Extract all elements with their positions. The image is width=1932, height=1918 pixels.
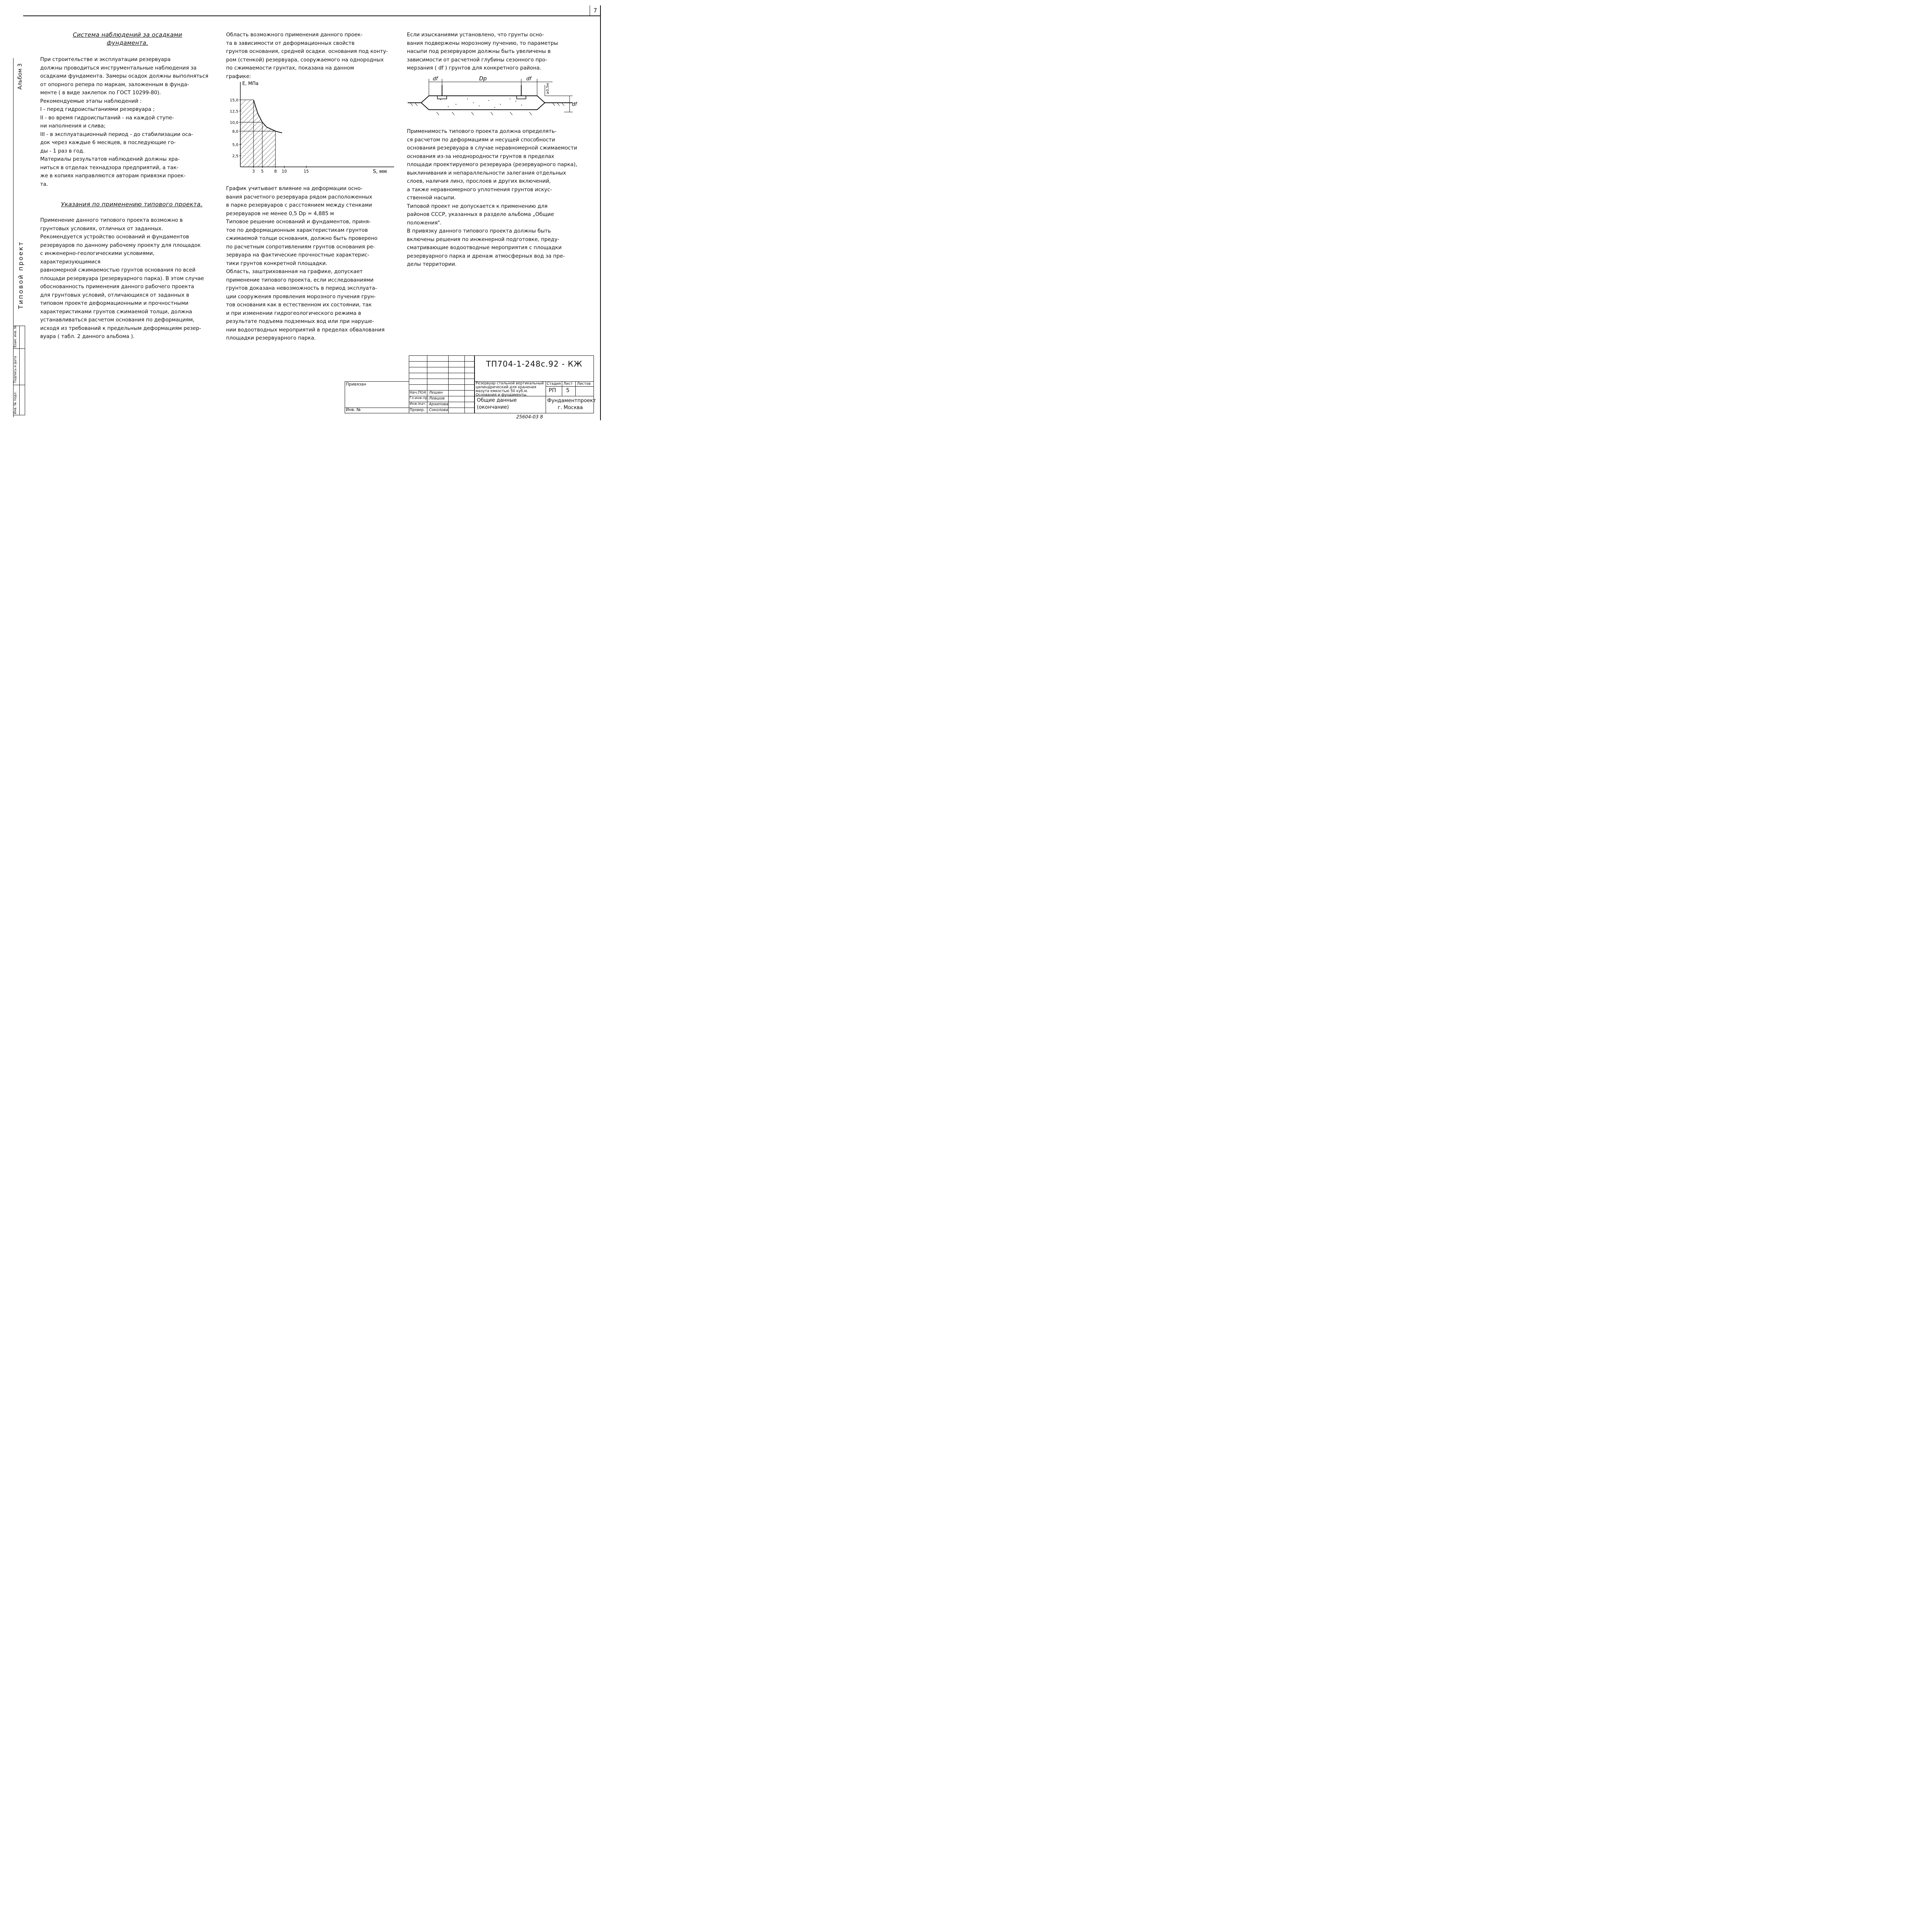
name-0: Лешин [429, 391, 443, 395]
deformation-chart [224, 77, 398, 178]
frost-heave-intro: Если изысканиями установлено, что грунты осно- вания подвержены морозному пучению, то параметры насыпи под резервуаром должны быть увеличены в зависимости от расчетной глубины сезонного про- мерзания ( df ) грунтов для конкретного района. [407, 32, 558, 71]
chart-explanation-text: График учитывает влияние на деформации осно- вания расчетного резервуара рядом расположенных в парке резервуаров с расстоянием между стенками резервуаров не менее 0,5 Dр = 4,885 м Типовое решение оснований и фундаментов, приня- тое по деформационным характеристикам грунтов сжимаемой толщи основания, должно быть проверено по расчетным сопротивлениям грунтов основания ре- зервуара на фактические прочностные характерис- тики грунтов конкретной площадки. Область, заштрихованная на графике, допускает применение типового проекта, если исследованиями грунтов доказана невозможность в период эксплуата- ции сооружения проявления морозного пучения грун- тов основания как в естественном их состоянии, так и при изменении гидрогеологического режима в результате подъема подземных вод или при наруше- нии водоотводных мероприятий в пределах обвалования площадки резервуарного парка. [226, 186, 385, 341]
label-df-left: df [433, 76, 438, 82]
x-tick-label-1: 5 [261, 169, 264, 174]
y-tick-label-5: 15,0 [230, 98, 238, 103]
sidebar-label-replace: Взам. инв. № [14, 325, 17, 348]
x-axis-label: S, мм [373, 169, 387, 175]
embankment-diagram [406, 73, 583, 118]
y-tick-label-1: 5,0 [232, 143, 238, 148]
x-tick-label-3: 10 [282, 169, 287, 174]
page-number: 7 [590, 5, 600, 15]
hatched-region [240, 100, 276, 167]
role-0: Нач.ПО4 [410, 391, 426, 395]
y-tick-label-2: 8,0 [232, 129, 238, 134]
frame-right-border [600, 5, 601, 420]
role-2: Инж.Iкат. [410, 402, 426, 406]
name-1: Левшов [429, 396, 445, 401]
stage-value: РП [549, 387, 556, 394]
section-heading-settlement: Система наблюдений за осадками фундамента. [73, 31, 182, 46]
sidebar-label-inv: Инв. № подл. [14, 391, 17, 414]
settlement-observation-text: При строительстве и эксплуатации резервуара должны проводиться инструментальные наблюдения за осадками фундамента. Замеры осадок должны выполняться от опорного репера по маркам, заложенным в фунда- менте ( в виде заклепок по ГОСТ 10299-80). Рекомендуемые этапы наблюдений : I - перед гидроиспытаниями резервуара ; II - во время гидроиспытаний - на каждой ступе- ни наполнения и слива; III - в эксплуатационный период - до стабилизации оса- док через каждые 6 месяцев, в последующие го- ды - 1 раз в год. Материалы результатов наблюдений должны хра- ниться в отделах технадзора предприятий, а так- же в копиях направляются авторам привязки проек- та. [40, 57, 209, 187]
frame-top-border [23, 15, 601, 16]
sidebar-project-type: Типовой проект [17, 241, 24, 309]
document-title: Общие данные (окончание) [477, 398, 517, 410]
label-height: ≥0,5м [546, 83, 550, 94]
sidebar-stamp [13, 326, 25, 415]
name-2: Архипова [429, 402, 449, 406]
y-tick-label-4: 12,5 [230, 109, 238, 114]
sheets-header: Листов [577, 382, 591, 386]
x-tick-label-4: 15 [303, 169, 309, 174]
y-tick-label-3: 10,0 [230, 121, 238, 125]
object-description: Резервуар стальной вертикальный цилиндрический для хранения мазута емкостью 50 куб.м. Основания и фундаменты. [476, 381, 544, 397]
stage-header: Стадия [547, 382, 561, 386]
organization: Фундаментпроект г. Москва [547, 398, 596, 411]
applicability-conditions-text: Применимость типового проекта должна определять- ся расчетом по деформациям и несущей способности основания резервуара в случае неравномерной сжимаемости основания из-за неоднородности грунтов в пределах площади проектируемого резервуара (резервуарного парка), выклинивания и непараллельности залегания отдельных слоев, наличия линз, прослоев и других включений, а также неравномерного уплотнения грунтов искус- ственной насыпи. Типовой проект не допускается к применению для районов СССР, указанных в разделе альбома „Общие положения". В привязку данного типового проекта должны быть включены решения по инженерной подготовке, преду- сматривающие водоотводные мероприятия с площадки резервуарного парка и дренаж атмосферных вод за пре- делы территории. [407, 129, 577, 267]
role-3: Провер. [410, 408, 425, 412]
title-block [345, 355, 594, 413]
inv-no-label: Инв. № [346, 408, 361, 412]
x-tick-label-2: 8 [274, 169, 277, 174]
label-df-side: df [572, 102, 577, 107]
name-3: Соколова [429, 408, 448, 412]
label-df-right: df [526, 76, 531, 82]
role-1: Гл.инж.пр. [410, 396, 429, 400]
sidebar-label-signature: Подпись и дата [14, 356, 17, 383]
instructions-text: Применение данного типового проекта возможно в грунтовых условиях, отличных от заданных. Рекомендуется устройство оснований и фундаментов резервуаров по данному рабочему проекту для площадок с инженерно-геологическими условиями, характеризующимися равномерной сжимаемостью грунтов основания по всей площади резервуара (резервуарного парка). В этом случае обоснованность применения данного рабочего проекта для грунтовых условий, отличающихся от заданных в типовом проекте деформационными и прочностными характеристиками грунтов сжимаемой толщи, должна устанавливаться расчетом основания по деформациям, исходя из требований к предельным деформациям резер- вуара ( табл. 2 данного альбома ). [40, 217, 204, 340]
section-heading-instructions: Указания по применению типового проекта. [61, 201, 203, 208]
sheet-header: Лист [563, 382, 573, 386]
archive-number: 25604-03 8 [516, 414, 543, 420]
label-dp: Dр [479, 76, 487, 82]
y-axis-label: Е, МПа [242, 81, 259, 86]
document-code: ТП704-1-248с.92 - КЖ [486, 359, 583, 369]
sidebar-album-label: Альбом 3 [17, 63, 23, 90]
x-tick-label-0: 3 [252, 169, 255, 174]
privyazan-label: Привязан [346, 382, 366, 387]
y-tick-label-0: 2,5 [232, 154, 238, 159]
applicability-intro: Область возможного применения данного проек- та в зависимости от деформационных свойств грунтов основания, средней осадки. основания под конту- ром (стенкой) резервуара, сооружаемого на однородных по сжимаемости грунтах, показана на данном графике: [226, 32, 388, 80]
sheet-value: 5 [566, 387, 570, 394]
